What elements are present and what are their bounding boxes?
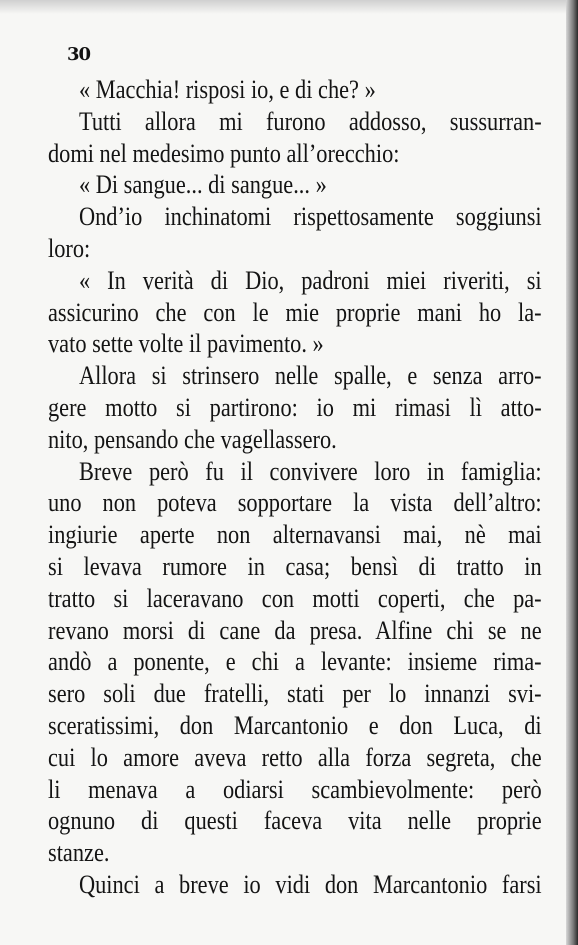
text-line: li menava a odiarsi scambievolmente: però	[48, 774, 542, 804]
text-line: ognuno di questi faceva vita nelle proprie	[48, 806, 542, 836]
text-line: « Macchia! risposi io, e di che? »	[78, 75, 376, 104]
text-line: Tutti allora mi furono addosso, sussurran-	[78, 106, 542, 136]
text-line: uno non poteva sopportare la vista dell’altro:	[48, 488, 542, 518]
text-line: andò a ponente, e chi a levante: insieme rima-	[48, 647, 542, 677]
text-line: tratto si laceravano con motti coperti, che pa-	[48, 583, 542, 613]
text-line: revano morsi di cane da presa. Alfine chi se ne	[48, 615, 542, 645]
text-line: gere motto si partirono: io mi rimasi lì atto-	[48, 392, 542, 422]
text-line: « In verità di Dio, padroni miei riveriti, si	[78, 265, 542, 295]
text-line: nito, pensando che vagellassero.	[48, 424, 337, 454]
text-line: assicurino che con le mie proprie mani ho la-	[48, 297, 542, 327]
text-line: ingiurie aperte non alternavansi mai, nè mai	[48, 520, 542, 550]
text-line: Breve però fu il convivere loro in famiglia:	[78, 456, 542, 486]
text-line: si levava rumore in casa; bensì di tratto in	[48, 551, 542, 581]
body-text	[48, 74, 542, 901]
page-number: 30	[67, 44, 91, 65]
text-line: cui lo amore aveva retto alla forza segreta, che	[48, 742, 542, 772]
text-line: Allora si strinsero nelle spalle, e senza arro-	[78, 361, 542, 391]
page-binding-edge	[566, 0, 578, 945]
scan-shadow	[0, 0, 578, 14]
text-line: vato sette volte il pavimento. »	[48, 329, 324, 359]
text-line: domi nel medesimo punto all’orecchio:	[48, 138, 400, 168]
text-line: sceratissimi, don Marcantonio e don Luca, di	[48, 710, 542, 740]
text-line: loro:	[48, 233, 91, 263]
text-line: sero soli due fratelli, stati per lo innanzi svi-	[48, 679, 542, 709]
text-line: Quinci a breve io vidi don Marcantonio farsi	[78, 869, 542, 899]
text-line: Ond’io inchinatomi rispettosamente soggiunsi	[78, 202, 542, 232]
text-line: « Di sangue... di sangue... »	[78, 170, 327, 200]
text-line: stanze.	[48, 838, 110, 868]
